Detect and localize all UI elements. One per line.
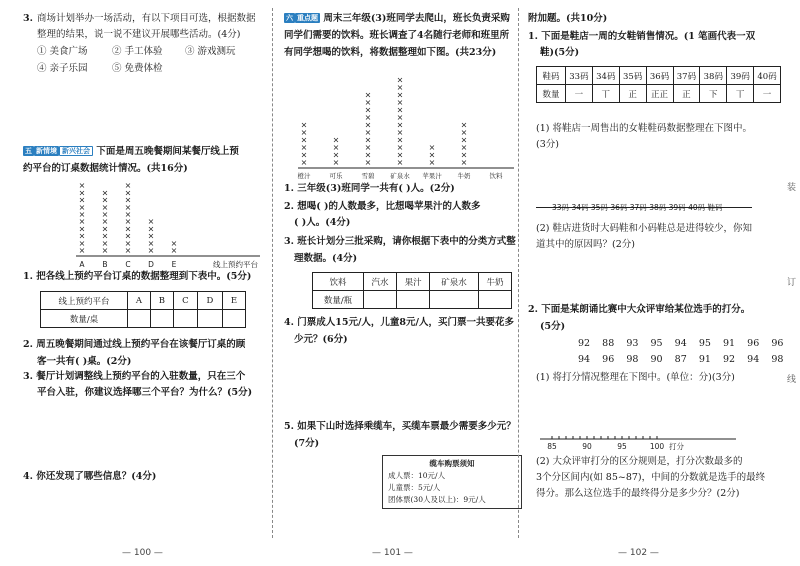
x-axis-label: 线上预约平台 xyxy=(213,260,258,269)
q5-line2: (7分) xyxy=(294,438,320,449)
table-col-soda: 汽水 xyxy=(364,273,397,291)
x-mark: × xyxy=(460,158,468,167)
axis-label: 37码 xyxy=(629,203,647,212)
x-mark: × xyxy=(300,150,308,160)
x-mark: × xyxy=(332,135,340,145)
x-mark: × xyxy=(332,150,340,160)
table-header-label: 鞋码 xyxy=(537,67,566,85)
table-col-water: 矿泉水 xyxy=(430,273,479,291)
q1a-line1: (1) 将鞋店一周售出的女鞋鞋码数据整理在下图中。 xyxy=(536,123,752,134)
section5-line2: 约平台的订桌数据统计情况。(共16分) xyxy=(23,163,188,174)
q1: 1. 三年级(3)班同学一共有( )人。(2分) xyxy=(284,183,455,194)
x-mark: × xyxy=(364,113,372,122)
x-mark: × xyxy=(78,246,86,255)
notice-title: 缆车购票须知 xyxy=(429,459,475,468)
x-mark: × xyxy=(101,246,109,255)
q2-line2: ( )人。(4分) xyxy=(294,217,351,228)
x-mark: × xyxy=(300,128,308,137)
x-mark: × xyxy=(124,217,132,227)
x-mark: × xyxy=(396,128,404,137)
option-1: ① 美食广场 xyxy=(37,46,88,57)
x-mark: × xyxy=(460,150,468,160)
x-mark: × xyxy=(101,238,109,248)
q2b-line2: 3个分区间内(如 85~87)，中间的分数就是选手的最终 xyxy=(536,472,766,483)
x-mark: × xyxy=(300,143,308,152)
option-2: ② 手工体验 xyxy=(112,46,163,57)
x-mark: × xyxy=(396,113,404,122)
x-mark: × xyxy=(300,120,308,130)
x-mark: × xyxy=(101,231,109,241)
option-4: ④ 亲子乐园 xyxy=(37,63,88,74)
q3-line1: 商场计划举办一场活动，有以下项目可选，根据数据 xyxy=(37,13,256,24)
x-mark: × xyxy=(460,128,468,137)
x-mark: × xyxy=(101,195,109,205)
x-mark: × xyxy=(460,135,468,145)
x-mark: × xyxy=(300,135,308,145)
x-mark: × xyxy=(364,90,372,100)
x-mark: × xyxy=(147,224,155,234)
bonus-title: 附加题。(共10分) xyxy=(528,13,608,24)
q4-line2: 少元？(6分) xyxy=(294,334,348,345)
answer-cell[interactable] xyxy=(173,310,197,328)
section5-heading xyxy=(23,145,239,159)
section6-tag: 重点题 xyxy=(297,13,318,22)
x-mark: × xyxy=(101,210,109,219)
axis-tick-label: 85 xyxy=(547,442,557,451)
x-mark: × xyxy=(78,224,86,234)
x-mark: × xyxy=(396,135,404,145)
q3b-line2: 平台入驻，你建议选择哪三个平台？为什么？(5分) xyxy=(37,387,253,398)
q2a: (1) 将打分情况整理在下图中。(单位：分)(3分) xyxy=(536,372,735,383)
category-label: C xyxy=(125,260,131,269)
axis-label: 34码 xyxy=(571,203,589,212)
table-header-label: 饮料 xyxy=(313,273,364,291)
x-mark: × xyxy=(396,105,404,115)
axis-tick-label: 90 xyxy=(582,442,592,451)
table-col-a: A xyxy=(128,292,151,310)
table-col-milk: 牛奶 xyxy=(478,273,511,291)
section6-line2: 同学们需要的饮料。班长调查了4名随行老师和班里所 xyxy=(284,30,510,41)
score-number-line xyxy=(536,430,760,452)
x-mark: × xyxy=(147,246,155,255)
answer-cell[interactable] xyxy=(478,291,511,309)
x-mark: × xyxy=(396,150,404,160)
x-mark: × xyxy=(124,231,132,241)
x-mark: × xyxy=(364,143,372,152)
scores-row1: 92 88 93 95 94 95 91 96 96 xyxy=(578,338,784,349)
x-mark: × xyxy=(78,210,86,219)
table-row-label: 数量/桌 xyxy=(41,310,128,328)
binding-mark-3: 线 xyxy=(786,375,796,385)
x-mark: × xyxy=(124,224,132,234)
x-mark: × xyxy=(124,210,132,219)
x-mark: × xyxy=(396,83,404,92)
notice-adult: 成人票：10元/人 xyxy=(388,471,446,480)
tally-mark: 正 xyxy=(673,85,700,103)
x-mark: × xyxy=(332,143,340,152)
page-102 xyxy=(518,0,800,566)
answer-cell[interactable] xyxy=(150,310,173,328)
q3b-line1: 3. 餐厅计划调整线上预约平台的入驻数量，只在三个 xyxy=(23,371,246,382)
axis-label: 40码 xyxy=(688,203,706,212)
q1b-line1: (2) 鞋店进货时大码鞋和小码鞋总是进得较少，你知 xyxy=(536,223,752,234)
option-5: ⑤ 免费体检 xyxy=(112,63,163,74)
x-mark: × xyxy=(124,195,132,205)
answer-cell[interactable] xyxy=(197,310,222,328)
x-mark: × xyxy=(300,158,308,167)
axis-label: 38码 xyxy=(649,203,667,212)
reservation-x-chart xyxy=(60,180,260,270)
category-label: 橙汁 xyxy=(297,172,311,180)
shoe-size: 35码 xyxy=(619,67,646,85)
x-mark: × xyxy=(147,238,155,248)
x-mark: × xyxy=(101,202,109,212)
answer-cell[interactable] xyxy=(430,291,479,309)
category-label: 可乐 xyxy=(329,172,343,180)
x-mark: × xyxy=(78,238,86,248)
x-mark: × xyxy=(364,105,372,115)
x-mark: × xyxy=(78,217,86,227)
x-mark: × xyxy=(364,158,372,167)
x-mark: × xyxy=(124,188,132,198)
category-label: E xyxy=(171,260,177,269)
x-mark: × xyxy=(428,150,436,160)
axis-label: 鞋码 xyxy=(707,203,723,212)
q5-line1: 5. 如果下山时选择乘缆车，买缆车票最少需要多少元？ xyxy=(284,421,516,432)
q4-line1: 4. 门票成人15元/人，儿童8元/人，买门票一共要花多 xyxy=(284,317,514,328)
x-mark: × xyxy=(170,238,178,248)
section5-line1: 下面是周五晚餐期间某餐厅线上预 xyxy=(96,146,239,157)
page-100 xyxy=(0,0,272,566)
table-col-b: B xyxy=(150,292,173,310)
section6-number: 六 xyxy=(286,13,293,22)
q3-line2: 整理的结果，说一说不建议开展哪些活动。(4分) xyxy=(37,29,241,40)
x-mark: × xyxy=(124,202,132,212)
drink-table xyxy=(312,272,512,309)
category-label: A xyxy=(79,260,85,269)
x-mark: × xyxy=(396,75,404,85)
table-row-label: 数量 xyxy=(537,85,566,103)
q2-line1: 2. 周五晚餐期间通过线上预约平台在该餐厅订桌的顾 xyxy=(23,339,246,350)
shoe-size: 37码 xyxy=(673,67,700,85)
axis-label: 33码 xyxy=(552,203,570,212)
shoe-size: 39码 xyxy=(727,67,754,85)
q1b-line2: 道其中的原因吗？(2分) xyxy=(536,239,635,250)
category-label: 饮料 xyxy=(489,172,503,180)
q1: 1. 把各线上预约平台订桌的数据整理到下表中。(5分) xyxy=(23,271,252,282)
table-col-d: D xyxy=(197,292,222,310)
shoe-size: 38码 xyxy=(700,67,727,85)
notice-child: 儿童票：5元/人 xyxy=(388,483,441,492)
tally-mark: 正 xyxy=(619,85,646,103)
table-col-juice: 果汁 xyxy=(397,273,430,291)
x-mark: × xyxy=(124,238,132,248)
x-mark: × xyxy=(364,135,372,145)
x-mark: × xyxy=(124,181,132,191)
x-mark: × xyxy=(147,217,155,227)
x-mark: × xyxy=(364,98,372,107)
x-mark: × xyxy=(332,158,340,167)
x-mark: × xyxy=(396,158,404,167)
answer-cell[interactable] xyxy=(397,291,430,309)
x-mark: × xyxy=(460,143,468,152)
section5-number: 五 xyxy=(25,146,32,155)
q2-line2: (5分) xyxy=(540,321,566,332)
shoe-axis-labels xyxy=(552,201,723,215)
section6-line3: 有同学想喝的饮料，将数据整理如下图。(共23分) xyxy=(284,47,497,58)
answer-cell[interactable] xyxy=(364,291,397,309)
tally-mark: 丅 xyxy=(727,85,754,103)
q3-number: 3. xyxy=(23,13,33,24)
x-mark: × xyxy=(364,150,372,160)
tally-mark: 正正 xyxy=(646,85,673,103)
x-mark: × xyxy=(101,217,109,227)
page-101 xyxy=(272,0,518,566)
tally-mark: 一 xyxy=(754,85,781,103)
x-mark: × xyxy=(78,181,86,191)
q2-line1: 2. 下面是某朗诵比赛中大众评审给某位选手的打分。 xyxy=(528,304,751,315)
x-mark: × xyxy=(78,195,86,205)
section5-tag: 新情境 xyxy=(36,146,57,155)
shoe-size: 34码 xyxy=(592,67,619,85)
shoe-size: 40码 xyxy=(754,67,781,85)
q2-line2: 客一共有( )桌。(2分) xyxy=(37,356,132,367)
shoe-tally-row xyxy=(537,85,781,103)
tally-mark: 一 xyxy=(566,85,593,103)
axis-label: 35码 xyxy=(590,203,608,212)
category-label: 牛奶 xyxy=(457,172,471,180)
answer-cell[interactable] xyxy=(128,310,151,328)
option-3: ③ 游戏测玩 xyxy=(185,46,236,57)
x-mark: × xyxy=(364,128,372,137)
q2-line1: 2. 想喝( )的人数最多，比想喝苹果汁的人数多 xyxy=(284,201,481,212)
table-row-label: 数量/瓶 xyxy=(313,291,364,309)
x-mark: × xyxy=(460,120,468,130)
x-mark: × xyxy=(396,120,404,130)
x-mark: × xyxy=(101,224,109,234)
x-mark: × xyxy=(78,188,86,198)
notice-group: 团体票(30人及以上)：9元/人 xyxy=(388,495,486,504)
category-label: 矿泉水 xyxy=(390,172,410,180)
q2b-line3: 得分。那么这位选手的最终得分是多少分？(2分) xyxy=(536,488,740,499)
tally-mark: 丅 xyxy=(592,85,619,103)
scores-row2: 94 96 98 90 87 91 92 94 98 xyxy=(578,354,784,365)
shoe-size: 33码 xyxy=(566,67,593,85)
platform-table xyxy=(40,291,246,328)
x-mark: × xyxy=(101,188,109,198)
axis-label: 36码 xyxy=(610,203,628,212)
drink-x-chart xyxy=(290,62,514,180)
axis-unit-label: 打分 xyxy=(669,442,684,451)
shoe-header-row xyxy=(537,67,781,85)
category-label: B xyxy=(102,260,108,269)
table-header-label: 线上预约平台 xyxy=(41,292,128,310)
x-mark: × xyxy=(396,90,404,100)
axis-tick-label: 95 xyxy=(617,442,627,451)
shoe-sales-table xyxy=(536,66,781,103)
q4: 4. 你还发现了哪些信息？(4分) xyxy=(23,471,157,482)
x-mark: × xyxy=(428,158,436,167)
page-number: — 101 — xyxy=(372,548,413,558)
x-mark: × xyxy=(428,143,436,152)
page-number: — 100 — xyxy=(122,548,163,558)
page-number: — 102 — xyxy=(618,548,659,558)
answer-cell[interactable] xyxy=(222,310,245,328)
q2b-line1: (2) 大众评审打分的区分规则是，打分次数最多的 xyxy=(536,456,743,467)
q1-line1: 1. 下面是鞋店一周的女鞋销售情况。(1 笔画代表一双 xyxy=(528,31,756,42)
category-label: D xyxy=(148,260,154,269)
tally-mark: 下 xyxy=(700,85,727,103)
q3-line1: 3. 班长计划分三批采购，请你根据下表中的分类方式整 xyxy=(284,236,516,247)
q1a-line2: (3分) xyxy=(536,139,559,150)
category-label: 雪碧 xyxy=(361,172,375,180)
x-mark: × xyxy=(170,246,178,255)
x-mark: × xyxy=(78,202,86,212)
x-mark: × xyxy=(396,143,404,152)
cable-car-notice xyxy=(382,455,522,509)
section6-heading xyxy=(284,12,510,26)
q1-line2: 鞋)(5分) xyxy=(540,47,580,58)
table-col-c: C xyxy=(173,292,197,310)
section5-tag2: 新兴社会 xyxy=(59,146,93,156)
x-mark: × xyxy=(147,231,155,241)
axis-label: 39码 xyxy=(668,203,686,212)
binding-mark-2: 订 xyxy=(786,278,796,288)
shoe-size: 36码 xyxy=(646,67,673,85)
binding-mark-1: 装 xyxy=(786,183,796,193)
category-label: 苹果汁 xyxy=(422,172,442,180)
section6-line1: 周末三年级(3)班同学去爬山，班长负责采购 xyxy=(323,13,510,24)
x-mark: × xyxy=(124,246,132,255)
table-col-e: E xyxy=(222,292,245,310)
x-mark: × xyxy=(364,120,372,130)
x-mark: × xyxy=(78,231,86,241)
axis-tick-label: 100 xyxy=(649,442,665,451)
x-mark: × xyxy=(396,98,404,107)
q3-line2: 理数据。(4分) xyxy=(294,253,358,264)
